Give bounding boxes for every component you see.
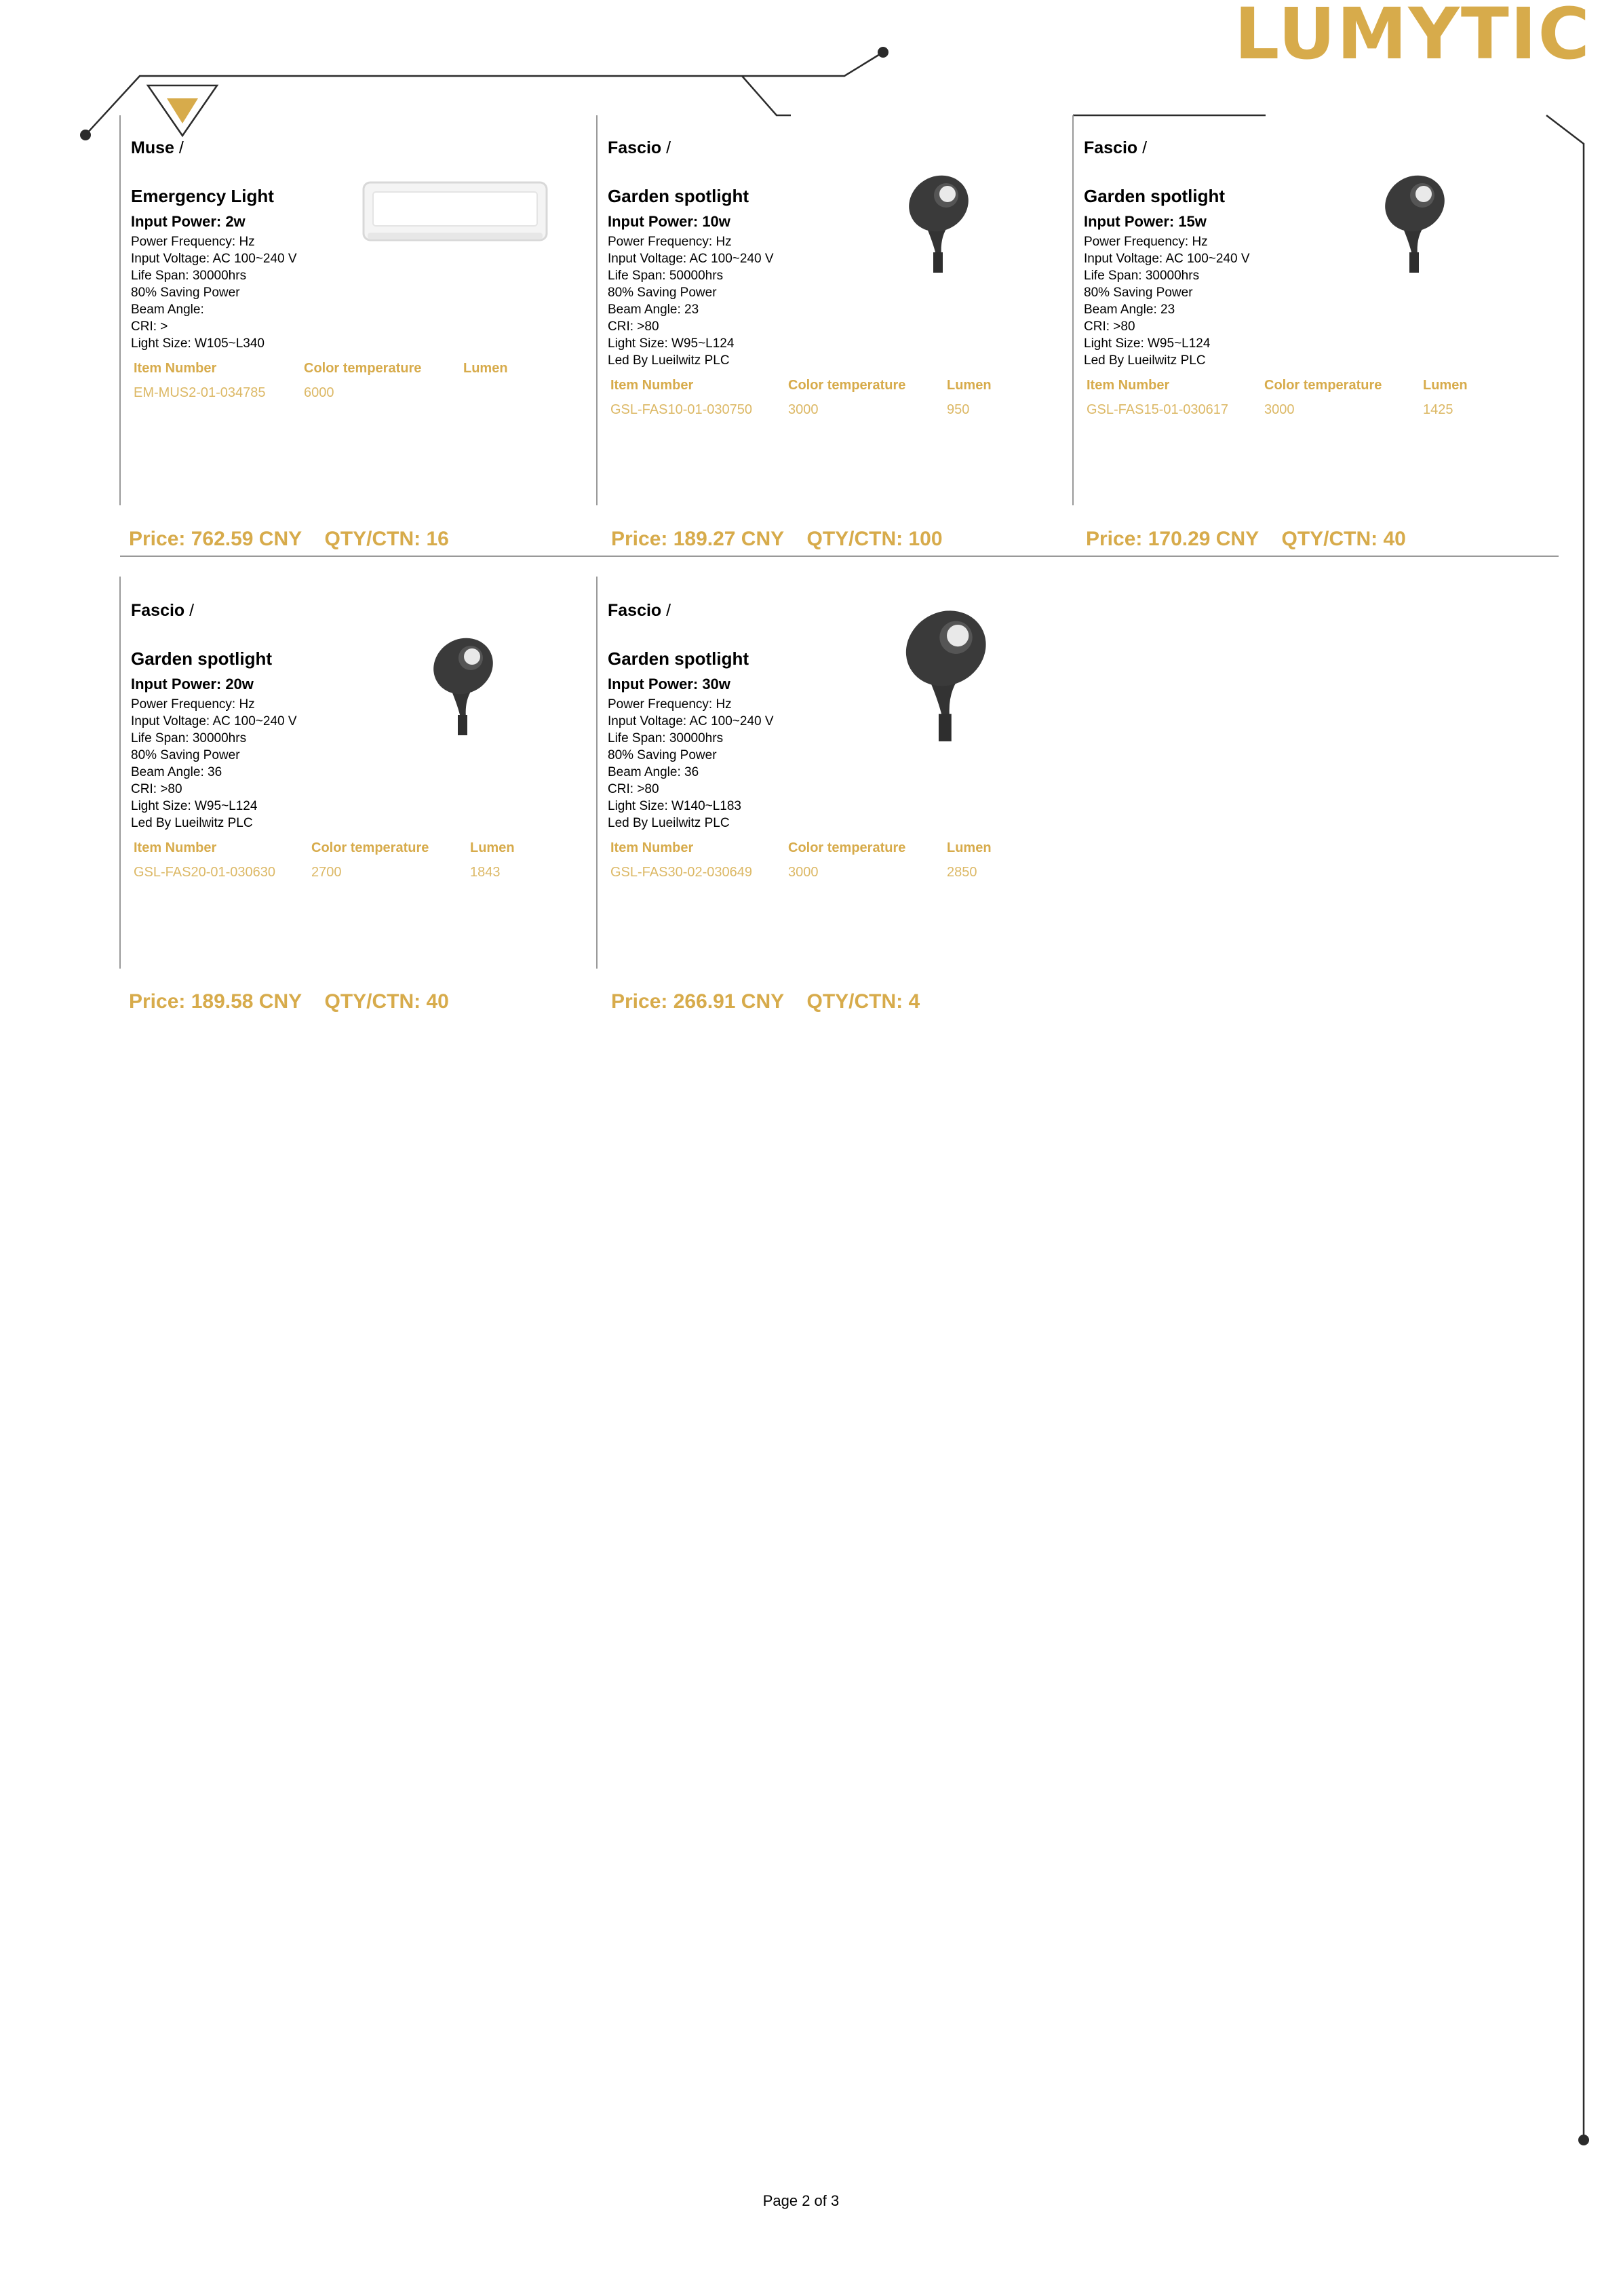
col-header-item-number: Item Number [134, 361, 217, 376]
col-header-color-temperature: Color temperature [788, 840, 906, 855]
product-card [131, 601, 565, 940]
price-row [129, 528, 449, 551]
spec-line: Light Size: W95~L124 [131, 799, 258, 813]
product-card [608, 601, 1042, 940]
qty-per-carton: QTY/CTN: 16 [324, 528, 449, 550]
input-power: Input Power: 20w [131, 676, 254, 693]
item-number: GSL-FAS10-01-030750 [610, 402, 753, 417]
item-number: GSL-FAS20-01-030630 [134, 865, 276, 880]
spec-line: 80% Saving Power [608, 286, 717, 300]
spec-line: Life Span: 30000hrs [1084, 269, 1200, 283]
color-temperature: 3000 [788, 865, 819, 880]
price: Price: 170.29 CNY [1086, 528, 1259, 550]
col-header-item-number: Item Number [134, 840, 217, 855]
spec-line: 80% Saving Power [1084, 286, 1193, 300]
spec-line: CRI: >80 [131, 782, 182, 796]
spec-line: Life Span: 30000hrs [608, 731, 724, 745]
input-power: Input Power: 10w [608, 213, 730, 230]
spec-line: Led By Lueilwitz PLC [608, 816, 730, 830]
price: Price: 189.27 CNY [611, 528, 785, 550]
spec-line: CRI: >80 [608, 782, 659, 796]
brand-name: Fascio / [608, 601, 671, 620]
spec-line: Power Frequency: Hz [608, 697, 732, 712]
product-card [1084, 138, 1518, 478]
garden-spotlight-icon [898, 168, 973, 277]
brand-name: Fascio / [1084, 138, 1148, 157]
price-row [1086, 528, 1406, 551]
spec-line: Power Frequency: Hz [608, 235, 732, 249]
spec-line: Input Voltage: AC 100~240 V [608, 252, 774, 266]
qty-per-carton: QTY/CTN: 40 [1281, 528, 1406, 550]
spec-list [608, 233, 774, 369]
product-title: Garden spotlight [608, 186, 749, 206]
brand-name: Muse / [131, 138, 184, 157]
spec-list [131, 696, 297, 832]
price-row [611, 528, 943, 551]
spec-line: Life Span: 50000hrs [608, 269, 724, 283]
color-temperature: 3000 [788, 402, 819, 417]
lumen: 2850 [947, 865, 977, 880]
garden-spotlight-icon [887, 601, 996, 747]
item-number: GSL-FAS15-01-030617 [1087, 402, 1229, 417]
spec-line: CRI: >80 [1084, 319, 1135, 334]
spec-line: CRI: >80 [608, 319, 659, 334]
spec-line: Beam Angle: 36 [131, 765, 222, 779]
color-temperature: 6000 [304, 385, 334, 400]
qty-per-carton: QTY/CTN: 40 [324, 990, 449, 1013]
item-number: GSL-FAS30-02-030649 [610, 865, 753, 880]
col-header-item-number: Item Number [1087, 378, 1170, 393]
product-title: Garden spotlight [131, 648, 272, 669]
qty-per-carton: QTY/CTN: 100 [806, 528, 943, 550]
color-temperature: 3000 [1264, 402, 1295, 417]
price-row [129, 990, 449, 1013]
spec-line: Light Size: W95~L124 [1084, 336, 1211, 351]
product-card [131, 138, 565, 478]
spec-list [1084, 233, 1250, 369]
input-power: Input Power: 15w [1084, 213, 1207, 230]
brand-logo: LUMYTIC [1234, 0, 1591, 75]
col-header-color-temperature: Color temperature [788, 378, 906, 393]
qty-per-carton: QTY/CTN: 4 [806, 990, 920, 1013]
input-power: Input Power: 30w [608, 676, 730, 693]
spec-line: Beam Angle: 23 [1084, 303, 1175, 317]
spec-line: 80% Saving Power [608, 748, 717, 762]
price: Price: 762.59 CNY [129, 528, 302, 550]
col-header-item-number: Item Number [610, 378, 694, 393]
emergency-light-icon [358, 176, 551, 250]
spec-line: Beam Angle: 36 [608, 765, 699, 779]
spec-line: CRI: > [131, 319, 168, 334]
product-card [608, 138, 1042, 478]
spec-line: Beam Angle: 23 [608, 303, 699, 317]
input-power: Input Power: 2w [131, 213, 246, 230]
price-row [611, 990, 920, 1013]
spec-line: Power Frequency: Hz [131, 235, 255, 249]
lumen: 950 [947, 402, 970, 417]
spec-line: Led By Lueilwitz PLC [1084, 353, 1206, 368]
spec-line: Input Voltage: AC 100~240 V [1084, 252, 1250, 266]
price: Price: 189.58 CNY [129, 990, 302, 1013]
col-header-color-temperature: Color temperature [311, 840, 429, 855]
spec-line: Power Frequency: Hz [1084, 235, 1208, 249]
col-header-lumen: Lumen [947, 378, 992, 393]
col-header-lumen: Lumen [470, 840, 515, 855]
garden-spotlight-icon [1374, 168, 1449, 277]
spec-line: Input Voltage: AC 100~240 V [608, 714, 774, 728]
spec-line: 80% Saving Power [131, 286, 240, 300]
spec-line: Input Voltage: AC 100~240 V [131, 252, 297, 266]
product-title: Garden spotlight [608, 648, 749, 669]
spec-list [608, 696, 774, 832]
col-header-lumen: Lumen [463, 361, 508, 376]
col-header-item-number: Item Number [610, 840, 694, 855]
spec-line: Led By Lueilwitz PLC [608, 353, 730, 368]
lumen: 1425 [1423, 402, 1453, 417]
product-title: Garden spotlight [1084, 186, 1225, 206]
col-header-color-temperature: Color temperature [1264, 378, 1382, 393]
color-temperature: 2700 [311, 865, 342, 880]
item-number: EM-MUS2-01-034785 [134, 385, 266, 400]
brand-name: Fascio / [608, 138, 671, 157]
spec-line: Light Size: W105~L340 [131, 336, 265, 351]
spec-line: Beam Angle: [131, 303, 204, 317]
product-title: Emergency Light [131, 186, 274, 206]
brand-name: Fascio / [131, 601, 195, 620]
spec-line: Life Span: 30000hrs [131, 269, 247, 283]
spec-line: Power Frequency: Hz [131, 697, 255, 712]
spec-line: Life Span: 30000hrs [131, 731, 247, 745]
spec-line: Light Size: W95~L124 [608, 336, 735, 351]
spec-line: Input Voltage: AC 100~240 V [131, 714, 297, 728]
col-header-lumen: Lumen [947, 840, 992, 855]
spec-line: Light Size: W140~L183 [608, 799, 741, 813]
col-header-color-temperature: Color temperature [304, 361, 422, 376]
spec-line: 80% Saving Power [131, 748, 240, 762]
page-number: Page 2 of 3 [762, 2192, 840, 2209]
col-header-lumen: Lumen [1423, 378, 1468, 393]
lumen: 1843 [470, 865, 501, 880]
spec-line: Led By Lueilwitz PLC [131, 816, 253, 830]
garden-spotlight-icon [423, 631, 497, 739]
price: Price: 266.91 CNY [611, 990, 785, 1013]
spec-list [131, 233, 297, 352]
